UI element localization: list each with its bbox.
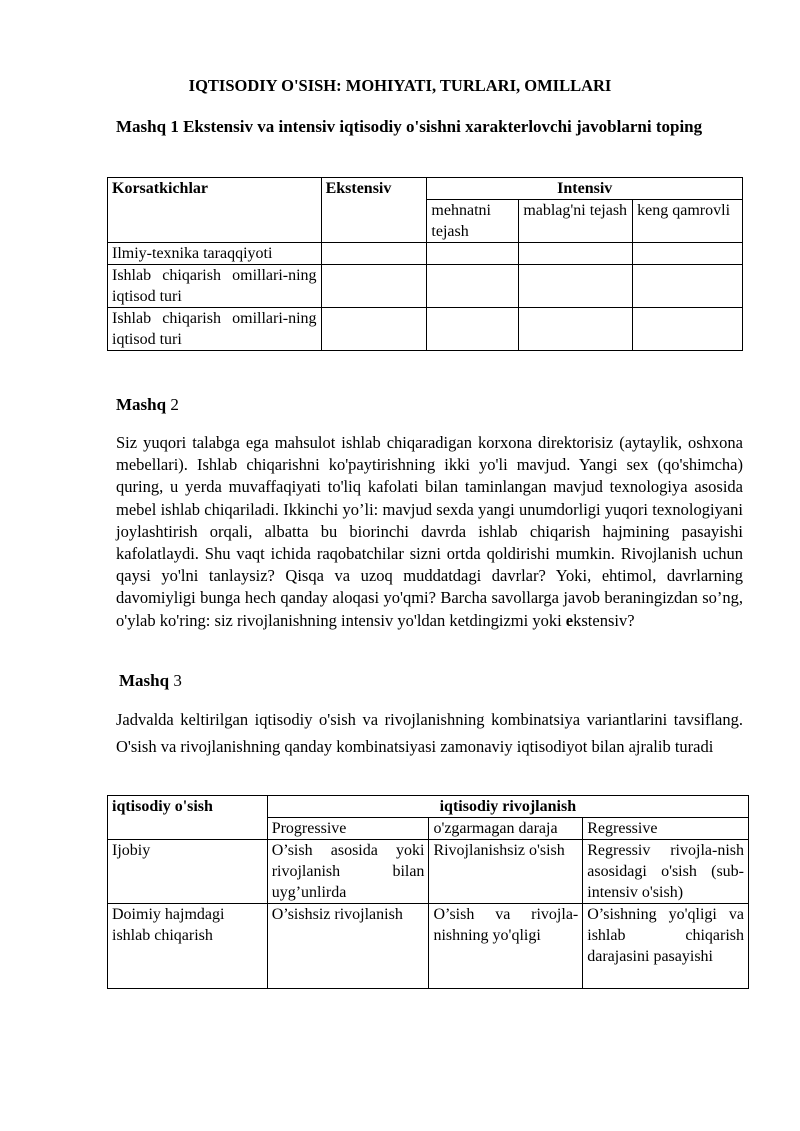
exercise2-body-end: kstensiv? <box>573 610 635 630</box>
table-row <box>108 243 743 265</box>
table-cell <box>321 243 427 265</box>
header-economic-growth: iqtisodiy o'sish <box>108 796 268 840</box>
row-label: Ijobiy <box>108 840 268 904</box>
table-cell <box>519 265 633 308</box>
table-cell: O’sishning yo'qligi va ishlab chiqarish darajasini pasayishi <box>583 904 749 989</box>
exercise2-text <box>116 432 743 632</box>
table-row <box>108 265 743 308</box>
subheader-unchanged-level: o'zgarmagan daraja <box>429 818 583 840</box>
exercise3-table <box>107 795 749 989</box>
exercise2-label-word: Mashq <box>116 395 167 414</box>
table-cell <box>633 265 743 308</box>
header-extensive: Ekstensiv <box>321 178 427 243</box>
table-row <box>108 840 749 904</box>
exercise3-label-number: 3 <box>173 671 182 690</box>
exercise2-body: Siz yuqori talabga ega mahsulot ishlab chiqaradigan korxona direktorisiz (aytaylik, oshxona mebellari). Ishlab chiqarishni ko'paytirishning ikki yo'li mavjud. Yangi sex (qo'shimcha) quring, u yerda muvaffaqiyati to'liq kafolati bilan taminlangan mavjud texnologiya asosida mebel ishlab chiqariladi. Ikkinchi yo’li: mavjud sexda yangi unumdorligi yuqori texnologiyani joylashtirish orqali, albatta bu biorinchi davrda ishlab chiqarish hajmining pasayishi kafolatlaydi. Shu vaqt ichida raqobatchilar sizni ortda qoldirishi mumkin. Rivojlanish uchun qaysi yo'lni tanlaysiz? Qisqa va uzoq muddatdagi davrlar? Yoki, ehtimol, davrlarning davomiyligi bunga hech qanday aloqasi yo'qmi? Barcha savollarga javob beraningizdan so’ng, o'ylab ko'ring: siz rivojlanishning intensiv yo'ldan ketdingizmi yoki <box>116 433 743 630</box>
subheader-progressive: Progressive <box>267 818 429 840</box>
exercise1-heading: Mashq 1 Ekstensiv va intensiv iqtisodiy o'sishni xarakterlovchi javoblarni toping <box>116 117 703 136</box>
table-cell <box>427 243 519 265</box>
table-cell <box>519 308 633 351</box>
header-economic-development: iqtisodiy rivojlanish <box>267 796 748 818</box>
table-cell <box>633 308 743 351</box>
table-cell <box>519 243 633 265</box>
table-row <box>108 904 749 989</box>
row-label: Ishlab chiqarish omillari-ning iqtisod turi <box>108 308 322 351</box>
exercise2-label <box>116 395 179 415</box>
row-label: Ilmiy-texnika taraqqiyoti <box>108 243 322 265</box>
table-cell <box>427 265 519 308</box>
subheader-labor-saving: mehnatni tejash <box>427 200 519 243</box>
table-header-row <box>108 178 743 200</box>
table-cell: O’sish asosida yoki rivojlanish bilan uyg’unlirda <box>267 840 429 904</box>
row-label: Doimiy hajmdagi ishlab chiqarish <box>108 904 268 989</box>
subheader-comprehensive: keng qamrovli <box>633 200 743 243</box>
table-row <box>108 308 743 351</box>
exercise1-table <box>107 177 743 351</box>
table-cell <box>633 243 743 265</box>
header-intensive: Intensiv <box>427 178 743 200</box>
exercise3-label-word: Mashq <box>119 671 170 690</box>
table-header-row <box>108 796 749 818</box>
row-label: Ishlab chiqarish omillari-ning iqtisod turi <box>108 265 322 308</box>
header-indicators: Korsatkichlar <box>108 178 322 243</box>
exercise2-label-number: 2 <box>170 395 179 414</box>
table-cell: Rivojlanishsiz o'sish <box>429 840 583 904</box>
table-cell <box>427 308 519 351</box>
subheader-capital-saving: mablag'ni tejash <box>519 200 633 243</box>
subheader-regressive: Regressive <box>583 818 749 840</box>
table-cell: Regressiv rivojla-nish asosidagi o'sish (sub-intensiv o'sish) <box>583 840 749 904</box>
page-title: IQTISODIY O'SISH: MOHIYATI, TURLARI, OMILLARI <box>188 76 612 95</box>
table-cell: O’sish va rivojla-nishning yo'qligi <box>429 904 583 989</box>
table-cell <box>321 265 427 308</box>
table-cell <box>321 308 427 351</box>
exercise3-label <box>119 671 182 691</box>
exercise2-bold-letter: e <box>565 610 574 630</box>
exercise3-text: Jadvalda keltirilgan iqtisodiy o'sish va rivojlanishning kombinatsiya variantlarini tavsiflang. O'sish va rivojlanishning qanday kombinatsiyasi zamonaviy iqtisodiyot bilan ajralib turadi <box>116 710 743 756</box>
table-cell: O’sishsiz rivojlanish <box>267 904 429 989</box>
